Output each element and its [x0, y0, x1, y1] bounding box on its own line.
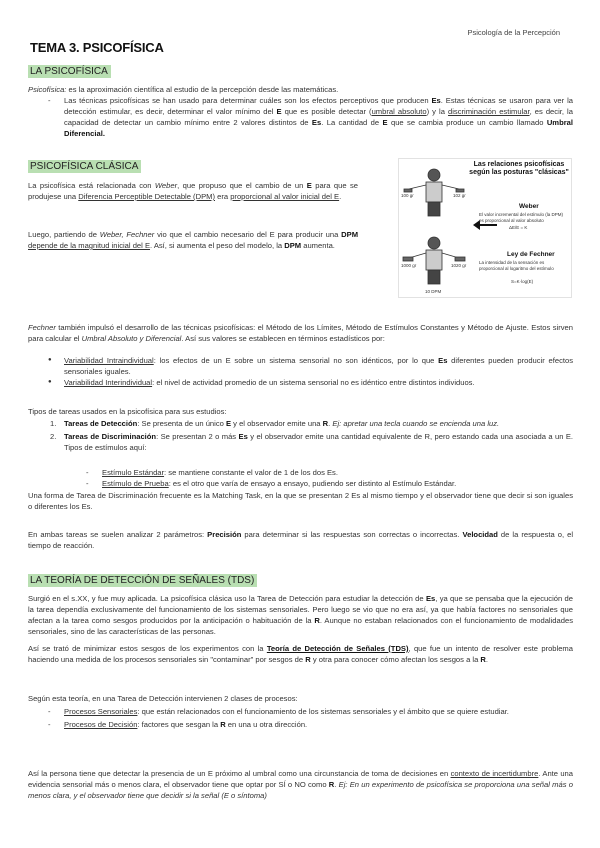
- weight-label: 102 gr: [453, 193, 466, 198]
- text: . Ante una evidencia sensorial más o menos clara, el observador tiene que optar por SÍ o NO como: [28, 769, 573, 789]
- text: Velocidad: [462, 530, 498, 539]
- text: : el nivel de actividad promedio de un sistema sensorial no es idéntico entre distintos individuos.: [152, 378, 475, 387]
- text: R: [480, 655, 486, 664]
- paragraph-tds-origin: [28, 593, 573, 637]
- text: R: [305, 655, 311, 664]
- text: : es el otro que varía de ensayo a ensayo, pudiendo ser distinto al Estímulo Estándar.: [168, 479, 457, 488]
- text: : Se presentan 2 o más: [156, 432, 239, 441]
- text: : los efectos de un E sobre un sistema sensorial no son idénticos, por lo que: [153, 356, 439, 365]
- text: , ya que se pensaba que la ejecución de la tarea dependía exclusivamente del funcionamiento de los sistemas sensoriales. Pero luego se vio que no era así, ya que había factores no sensoriales que afectan a la tarea como sesgos producidos por la anticipación o habituación de la: [28, 594, 573, 625]
- text: Así la persona tiene que detectar la presencia de un E próximo al umbral como una circunstancia de toma de decisiones en: [28, 769, 451, 778]
- text: E: [276, 107, 282, 116]
- term-umbral-diferencial: Umbral Diferencial.: [64, 118, 573, 138]
- section-heading-psicofisica: LA PSICOFÍSICA: [28, 65, 111, 78]
- text: .: [334, 780, 339, 789]
- bullet-techniques: [64, 95, 573, 139]
- text: Fechner: [28, 323, 56, 332]
- text: : factores que sesgan la: [137, 720, 221, 729]
- text: 1.: [50, 419, 57, 428]
- weight-label: 1020 gr: [451, 263, 467, 268]
- text: Es: [238, 432, 248, 441]
- text: proporcional al valor inicial del E: [230, 192, 340, 201]
- text: , que propuso que el cambio de un: [177, 181, 307, 190]
- paragraph-fechner: [28, 229, 358, 251]
- list-item: [64, 355, 573, 377]
- text: para determinar si las respuestas son correctas o incorrectas.: [241, 530, 463, 539]
- text: DPM: [341, 230, 359, 239]
- paragraph-weber: [28, 180, 358, 202]
- text: aumenta.: [301, 241, 335, 250]
- term-psicofisica: Psicofísica:: [28, 85, 67, 94]
- figure-person-bottom: [403, 237, 465, 284]
- paragraph-parameters: [28, 529, 573, 551]
- fechner-label: Ley de Fechner: [507, 251, 555, 258]
- text: , es decir, la capacidad de detectar un cambio mínimo entre 2 valores distintos de: [64, 107, 573, 127]
- text: E: [225, 419, 232, 428]
- text: Umbral Absoluto y Diferencial: [81, 334, 182, 343]
- text: diferentes pueden producir efectos sensoriales iguales.: [64, 356, 574, 376]
- text: en una u otra dirección.: [225, 720, 308, 729]
- running-header: Psicología de la Percepción: [467, 28, 560, 37]
- text: Precisión: [207, 530, 242, 539]
- text: Procesos de Decisión: [64, 720, 138, 729]
- list-item: [50, 418, 573, 429]
- paragraph-matching: Una forma de Tarea de Discriminación frecuente es la Matching Task, en la que se presentan 2 Es al mismo tiempo y el observador tiene que decir si son iguales o diferentes los Es.: [28, 491, 573, 511]
- dash-item: [64, 95, 573, 139]
- text: .: [328, 419, 333, 428]
- page-title: TEMA 3. PSICOFÍSICA: [30, 40, 164, 55]
- section-heading-clasica: PSICOFÍSICA CLÁSICA: [28, 160, 141, 173]
- text: Es: [425, 594, 436, 603]
- text: .: [339, 192, 342, 201]
- text: Tareas de Discriminación: [64, 432, 157, 441]
- term-discriminacion: discriminación estimular: [448, 107, 530, 116]
- text: depende de la magnitud inicial del E: [28, 241, 151, 250]
- text: Ej: En un experimento de psicofísica se proporciona una señal más o menos clara, y el observador tiene que decidir si la señal (E o síntoma): [28, 780, 573, 800]
- fechner-equation: S=K·log(E): [511, 279, 534, 284]
- text: Tareas de Detección: [64, 419, 138, 428]
- text: . Así, si aumenta el peso del modelo, la: [150, 241, 285, 250]
- text: para que se produjese una: [28, 181, 359, 201]
- paragraph-methods: [28, 322, 573, 344]
- text: y otra para conocer cómo afectan los sesgos a la: [310, 655, 481, 664]
- text: Variabilidad Interindividual: [64, 378, 153, 387]
- weight-label: 100 gr: [401, 193, 414, 198]
- text: . Aunque no estaban relacionados con el funcionamiento de modalidades sensoriales, sino de las características de las personas.: [28, 616, 573, 636]
- text: : se mantiene constante el valor de 1 de los dos Es.: [164, 468, 338, 477]
- weber-label: Weber: [519, 203, 539, 210]
- text: Procesos Sensoriales: [64, 707, 138, 716]
- weber-description: El valor incremental del estímulo (la DPM) es proporcional al valor absoluto: [479, 212, 564, 223]
- term-dpm: Diferencia Perceptible Detectable (DPM): [78, 192, 215, 201]
- text: ) y la: [426, 107, 449, 116]
- term-tds: Teoría de Detección de Señales (TDS): [266, 644, 409, 653]
- task-list: [50, 418, 574, 453]
- text: Es: [311, 118, 322, 127]
- list-item: [64, 706, 573, 717]
- fechner-description: La intensidad de la sensación es proporcional al logaritmo del estímulo: [479, 260, 554, 271]
- text: Luego, partiendo de: [28, 230, 100, 239]
- weber-equation: ΔE/E = K: [509, 225, 528, 230]
- text: . Estas técnicas se usaron para ver la detección estimular, es decir, determinar el valor mínimo del: [64, 96, 573, 116]
- figure-title: Las relaciones psicofísicas según las posturas "clásicas": [469, 161, 569, 176]
- text: y el observador emite una: [231, 419, 323, 428]
- text: Ej: apretar una tecla cuando se encienda una luz.: [332, 419, 500, 428]
- text: E: [306, 181, 312, 190]
- text: de la respuesta o, el tiempo de reacción.: [28, 530, 574, 550]
- variability-list: [64, 355, 573, 388]
- text: . La cantidad de: [321, 118, 383, 127]
- term-umbral-absoluto: umbral absoluto: [371, 107, 427, 116]
- text: 2.: [50, 432, 57, 441]
- list-item: [64, 719, 573, 730]
- text: R: [220, 720, 226, 729]
- text: : Se presenta de un único: [137, 419, 226, 428]
- text: En ambas tareas se suelen analizar 2 parámetros:: [28, 530, 208, 539]
- text: Weber: [154, 181, 178, 190]
- text: Es: [438, 356, 448, 365]
- text: Estímulo de Prueba: [102, 479, 169, 488]
- text: R: [314, 616, 320, 625]
- text: DPM: [284, 241, 302, 250]
- paragraph-tds-definition: [28, 643, 573, 665]
- text: vio que el cambio necesario del E para producir una: [154, 230, 342, 239]
- stimulus-list: [102, 467, 573, 489]
- text: Así se trató de minimizar estos sesgos de los experimentos con la: [28, 644, 267, 653]
- paragraph-processes: Según esta teoría, en una Tarea de Detección intervienen 2 clases de procesos:: [28, 694, 298, 703]
- weight-label: 10 DPM: [425, 289, 442, 294]
- text: Weber, Fechner: [99, 230, 155, 239]
- person-illustration: [399, 159, 469, 295]
- text: Variabilidad Intraindividual: [64, 356, 154, 365]
- text: : que están relacionados con el funcionamiento de los sistemas sensoriales y el ámbito que se quiere estudiar.: [137, 707, 509, 716]
- text: Es: [431, 96, 441, 105]
- text: es la aproximación científica al estudio de la percepción desde las matemáticas.: [66, 85, 339, 94]
- text: R: [328, 780, 335, 789]
- text: R: [322, 419, 329, 428]
- text: , que fue un intento de resolver este problema haciendo una medida de los procesos sensoriales sin "contaminar" por sesgos de: [28, 644, 573, 664]
- text: Surgió en el s.XX, y fue muy aplicada. La psicofísica clásica uso la Tarea de Detección para estudiar la detección de: [28, 594, 426, 603]
- figure-psychophysics: [398, 158, 572, 298]
- list-item: [64, 377, 573, 388]
- process-list: [64, 706, 573, 730]
- text: E: [382, 118, 388, 127]
- text: .: [485, 655, 489, 664]
- text: Las técnicas psicofísicas se han usado para determinar cuáles son los efectos perceptivos que producen: [64, 96, 432, 105]
- paragraph-definition: [28, 84, 573, 95]
- text: y el observador emite una cantidad equivalente de R, pero estando cada una asociada a un E. Tipos de estímulos aquí:: [64, 432, 574, 452]
- text: Estímulo Estándar: [102, 468, 165, 477]
- list-item: [102, 467, 573, 478]
- text: La psicofísica está relacionada con: [28, 181, 155, 190]
- text: también impulsó el desarrollo de las técnicas psicofísicas: el Método de los Límites, Método de Estímulos Constantes y Método de Ajuste. Estos sirven para calcular el: [28, 323, 573, 343]
- list-item: [102, 478, 573, 489]
- text: contexto de incertidumbre: [450, 769, 539, 778]
- text: que se cambia produce un cambio llamado: [387, 118, 547, 127]
- weight-label: 1000 gr: [401, 263, 417, 268]
- section-heading-tds: LA TEORÍA DE DETECCIÓN DE SEÑALES (TDS): [28, 574, 257, 587]
- paragraph-uncertainty: [28, 768, 573, 801]
- paragraph-task-types: Tipos de tareas usados en la psicofísica para sus estudios:: [28, 407, 227, 416]
- list-item: [50, 431, 574, 453]
- text: . Así sus valores se establecen en términos estadísticos por:: [181, 334, 385, 343]
- text: era: [215, 192, 231, 201]
- text: que es posible detectar (: [281, 107, 372, 116]
